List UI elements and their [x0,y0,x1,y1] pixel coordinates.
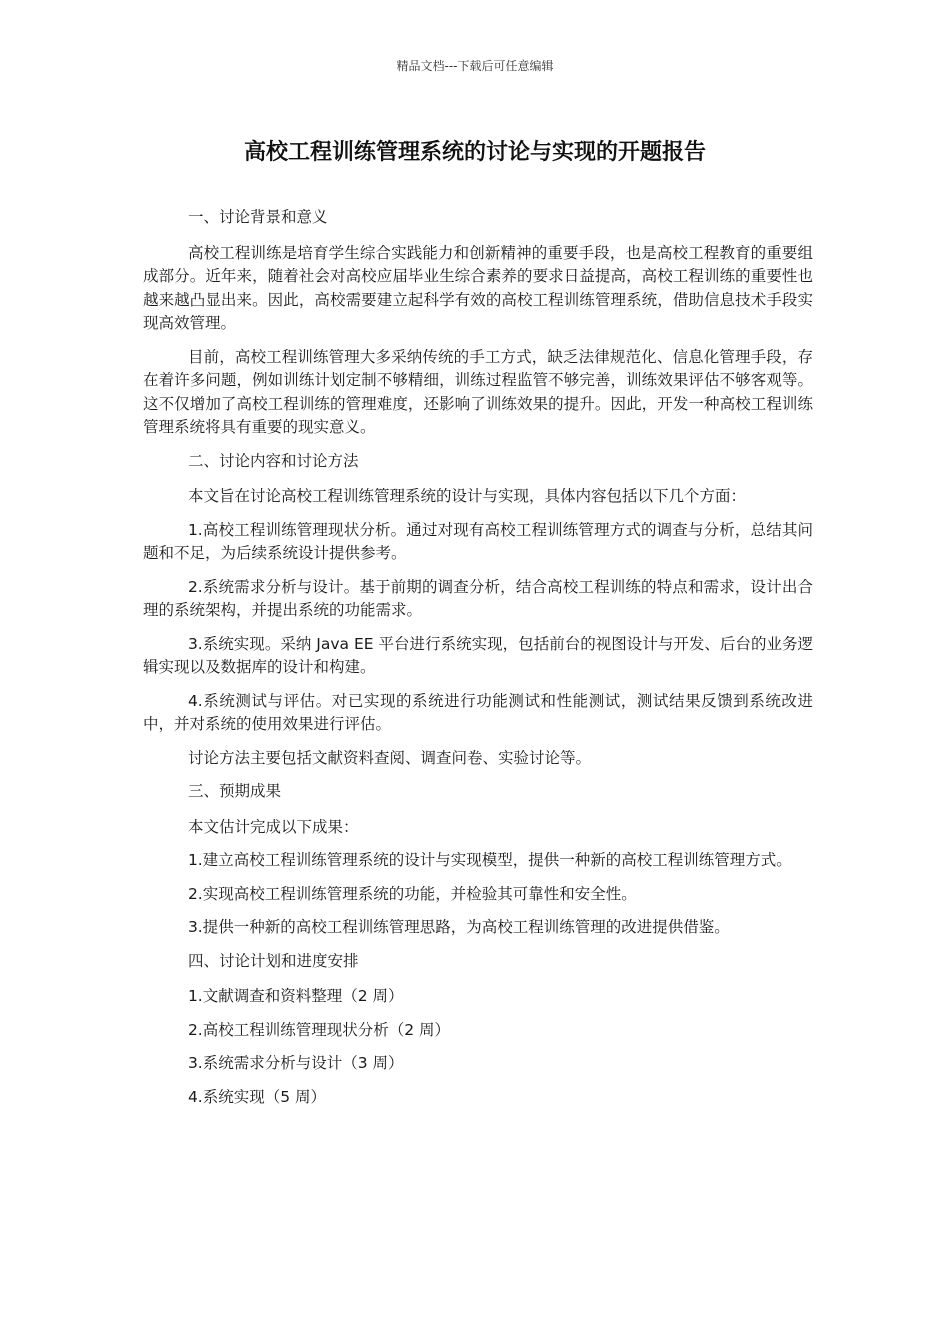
section-heading-expected-results: 三、预期成果 [187,782,281,800]
list-item: 3.系统实现。采纳 Java EE 平台进行系统实现，包括前台的视图设计与开发、后台的业务逻辑实现以及数据库的设计和构建。 [143,634,813,676]
body-paragraph: 本文旨在讨论高校工程训练管理系统的设计与实现，具体内容包括以下几个方面： [187,487,746,505]
section-heading-content-methods: 二、讨论内容和讨论方法 [187,451,359,470]
document-body [143,206,813,1119]
body-paragraph: 目前，高校工程训练管理大多采纳传统的手工方式，缺乏法律规范化、信息化管理手段，存在着许多问题，例如训练计划定制不够精细，训练过程监管不够完善，训练效果评估不够客观等。这不仅增加了高校工程训练的管理难度，还影响了训练效果的提升。因此，开发一种高校工程训练管理系统将具有重要的现实意义。 [143,347,813,436]
list-item: 3.提供一种新的高校工程训练管理思路，为高校工程训练管理的改进提供借鉴。 [187,918,730,936]
list-item: 4.系统测试与评估。对已实现的系统进行功能测试和性能测试，测试结果反馈到系统改进中，并对系统的使用效果进行评估。 [143,691,813,733]
body-paragraph: 本文估计完成以下成果： [187,817,359,836]
list-item: 1.文献调查和资料整理（2 周） [187,987,404,1005]
list-item: 2.高校工程训练管理现状分析（2 周） [187,1020,451,1039]
list-item: 4.系统实现（5 周） [187,1087,327,1106]
list-item: 3.系统需求分析与设计（3 周） [187,1054,404,1072]
list-item: 1.高校工程训练管理现状分析。通过对现有高校工程训练管理方式的调查与分析，总结其问题和不足，为后续系统设计提供参考。 [143,520,813,562]
page-header-watermark: 精品文档---下载后可任意编辑 [396,59,554,73]
list-item: 1.建立高校工程训练管理系统的设计与实现模型，提供一种新的高校工程训练管理方式。 [187,851,792,869]
document-title: 高校工程训练管理系统的讨论与实现的开题报告 [243,140,706,165]
body-paragraph: 高校工程训练是培育学生综合实践能力和创新精神的重要手段，也是高校工程教育的重要组成部分。近年来，随着社会对高校应届毕业生综合素养的要求日益提高，高校工程训练的重要性也越来越凸显出来。因此，高校需要建立起科学有效的高校工程训练管理系统，借助信息技术手段实现高效管理。 [143,243,813,332]
list-item: 2.系统需求分析与设计。基于前期的调查分析，结合高校工程训练的特点和需求，设计出合理的系统架构，并提出系统的功能需求。 [143,577,813,619]
list-item: 2.实现高校工程训练管理系统的功能，并检验其可靠性和安全性。 [187,884,637,903]
section-heading-background: 一、讨论背景和意义 [187,208,328,226]
section-heading-plan-schedule: 四、讨论计划和进度安排 [187,951,359,970]
body-paragraph: 讨论方法主要包括文献资料查阅、调查问卷、实验讨论等。 [187,748,591,767]
